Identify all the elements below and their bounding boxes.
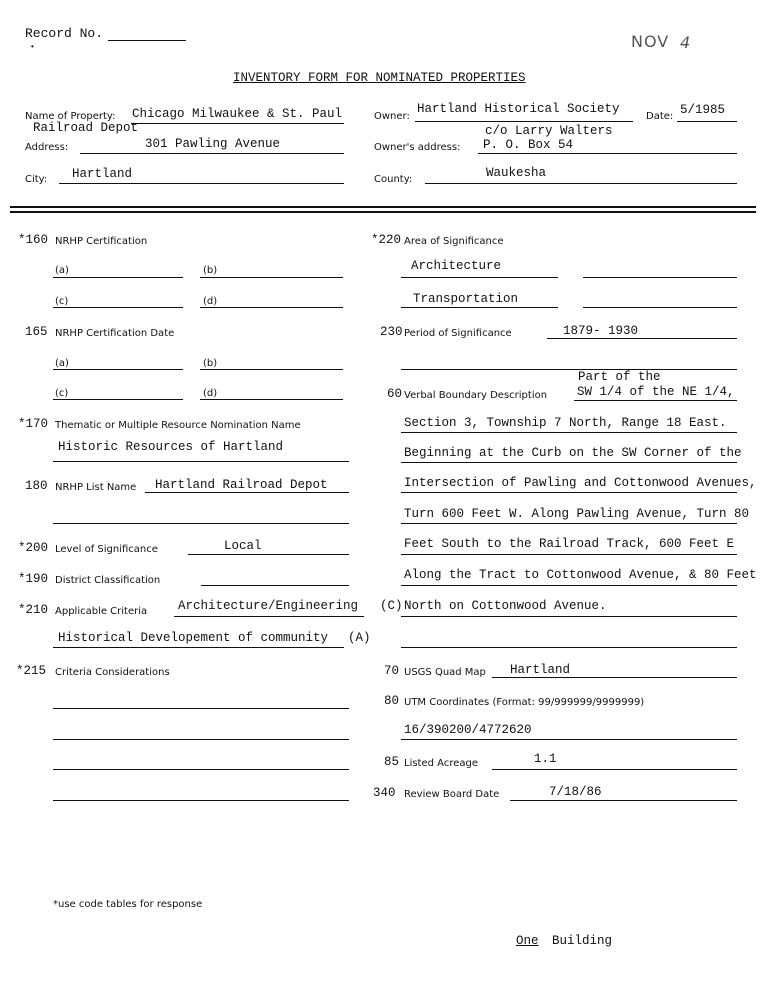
f340-value: 7/18/86 [549,785,602,799]
footer-one: One [516,934,539,948]
f60-text-line: North on Cottonwood Avenue. [404,599,607,613]
name-line [131,123,344,124]
f160-d-line [200,307,343,308]
f215-line-1 [53,708,349,709]
f60-text-line: Turn 600 Feet W. Along Pawling Avenue, Turn 80 [404,507,750,521]
f215-line-2 [53,739,349,740]
owner-value-2: c/o Larry Walters [485,124,613,138]
f220-line-2 [583,277,737,278]
form-title: INVENTORY FORM FOR NOMINATED PROPERTIES [233,71,526,85]
date-value: 5/1985 [680,103,726,117]
name-of-property-label: Name of Property: [25,111,116,122]
footer-building: Building [552,934,613,948]
f165-label: NRHP Certification Date [55,328,175,339]
f200-code: *200 [18,541,49,555]
f165-c-label: (c) [55,388,69,399]
f180-code: 180 [25,479,48,493]
f340-line [510,800,737,801]
f340-label: Review Board Date [404,789,500,800]
f230-code: 230 [380,325,403,339]
f85-value: 1.1 [534,752,557,766]
city-value: Hartland [72,167,133,181]
f60-code: 60 [387,387,403,401]
city-line [59,183,344,184]
f160-d-label: (d) [203,296,218,307]
f60-rule-9 [401,647,737,648]
f60-text-line: Along the Tract to Cottonwood Avenue, & 80 Feet [404,568,757,582]
f210-line-2 [53,647,344,648]
divider-top [10,206,756,208]
f220-line-3 [401,307,558,308]
f85-code: 85 [384,755,400,769]
f200-value: Local [224,539,262,553]
f170-code: *170 [18,417,49,431]
county-line [425,183,737,184]
f70-label: USGS Quad Map [404,667,486,678]
owner-value: Hartland Historical Society [417,102,620,116]
f180-line [145,492,349,493]
f165-b-label: (b) [203,358,218,369]
f60-rule-1 [574,400,737,401]
f210-code: *210 [18,603,49,617]
record-no-label: Record No. [25,26,104,41]
f60-rule-5 [401,523,737,524]
f210-value: Architecture/Engineering [178,599,359,613]
f220-value-1: Architecture [411,259,502,273]
f165-c-line [53,399,183,400]
county-value: Waukesha [486,166,547,180]
f210-a: (A) [348,631,371,645]
f170-label: Thematic or Multiple Resource Nomination Name [55,420,301,431]
name-of-property-value: Chicago Milwaukee & St. Paul [132,107,343,121]
f220-value-2: Transportation [413,292,519,306]
f80-line [401,739,737,740]
address-label: Address: [25,142,69,153]
f165-a-line [53,369,183,370]
owner-address-line [478,153,737,154]
f190-label: District Classification [55,575,161,586]
f180-line-2 [53,523,349,524]
f85-line [492,769,737,770]
address-value: 301 Pawling Avenue [145,137,281,151]
f60-label: Verbal Boundary Description [404,390,548,401]
f160-a-label: (a) [55,265,69,276]
f80-code: 80 [384,694,400,708]
date-label: Date: [646,111,674,122]
f70-value: Hartland [510,663,571,677]
f60-rule-4 [401,492,737,493]
f210-line [174,616,364,617]
owner-address-label: Owner's address: [374,142,461,153]
footnote: *use code tables for response [53,899,203,910]
f165-d-line [200,399,343,400]
f170-line [53,461,349,462]
f200-label: Level of Significance [55,544,158,555]
f210-value-2: Historical Developement of community [58,631,329,645]
name-of-property-value-2: Railroad Depot [33,121,139,135]
f220-line-1 [401,277,558,278]
f230-value: 1879- 1930 [563,324,639,338]
f180-value: Hartland Railroad Depot [155,478,328,492]
f60-text-line: Section 3, Township 7 North, Range 18 East. [404,416,727,430]
f165-d-label: (d) [203,388,218,399]
f60-rule-2 [401,432,737,433]
divider-bottom [10,211,756,213]
f210-label: Applicable Criteria [55,606,148,617]
f160-a-line [53,277,183,278]
f215-line-3 [53,769,349,770]
f60-rule-8 [401,616,737,617]
f60-text-line: Beginning at the Curb on the SW Corner of the [404,446,742,460]
f220-code: *220 [371,233,402,247]
f160-c-line [53,307,183,308]
f215-code: *215 [16,664,47,678]
f210-c: (C) [380,599,403,613]
f230-label: Period of Significance [404,328,512,339]
f60-rule-6 [401,554,737,555]
f160-b-label: (b) [203,265,218,276]
f60-line-1: SW 1/4 of the NE 1/4, [577,385,735,399]
f80-label: UTM Coordinates (Format: 99/999999/9999999) [404,697,645,708]
f160-code: *160 [18,233,49,247]
owner-address-value: P. O. Box 54 [483,138,574,152]
f200-line [188,554,349,555]
f60-rule-7 [401,585,737,586]
f190-code: *190 [18,572,49,586]
address-line [80,153,344,154]
f340-code: 340 [373,786,396,800]
f160-c-label: (c) [55,296,69,307]
f160-label: NRHP Certification [55,236,148,247]
date-line [677,121,737,122]
owner-label: Owner: [374,111,410,122]
f70-line [492,677,737,678]
f230-line-2 [401,369,737,370]
f180-label: NRHP List Name [55,482,137,493]
record-no-line [108,40,186,41]
city-label: City: [25,174,48,185]
f165-a-label: (a) [55,358,69,369]
f60-text-line: Intersection of Pawling and Cottonwood Avenues, [404,476,757,490]
f60-rule-3 [401,462,737,463]
f70-code: 70 [384,664,400,678]
f190-line [201,585,349,586]
received-stamp-digit: 4 [680,33,692,52]
dot-mark: • [30,43,35,52]
f80-value: 16/390200/4772620 [404,723,532,737]
received-stamp: NOV [631,32,670,51]
f215-label: Criteria Considerations [55,667,170,678]
f85-label: Listed Acreage [404,758,478,769]
f60-line-0: Part of the [578,370,661,384]
f230-line [547,338,737,339]
f220-label: Area of Significance [404,236,504,247]
f215-line-4 [53,800,349,801]
f170-value: Historic Resources of Hartland [58,440,284,454]
f60-text-line: Feet South to the Railroad Track, 600 Feet E [404,537,735,551]
owner-line [415,121,633,122]
f165-b-line [200,369,343,370]
f220-line-4 [583,307,737,308]
f165-code: 165 [25,325,48,339]
f160-b-line [200,277,343,278]
county-label: County: [374,174,413,185]
